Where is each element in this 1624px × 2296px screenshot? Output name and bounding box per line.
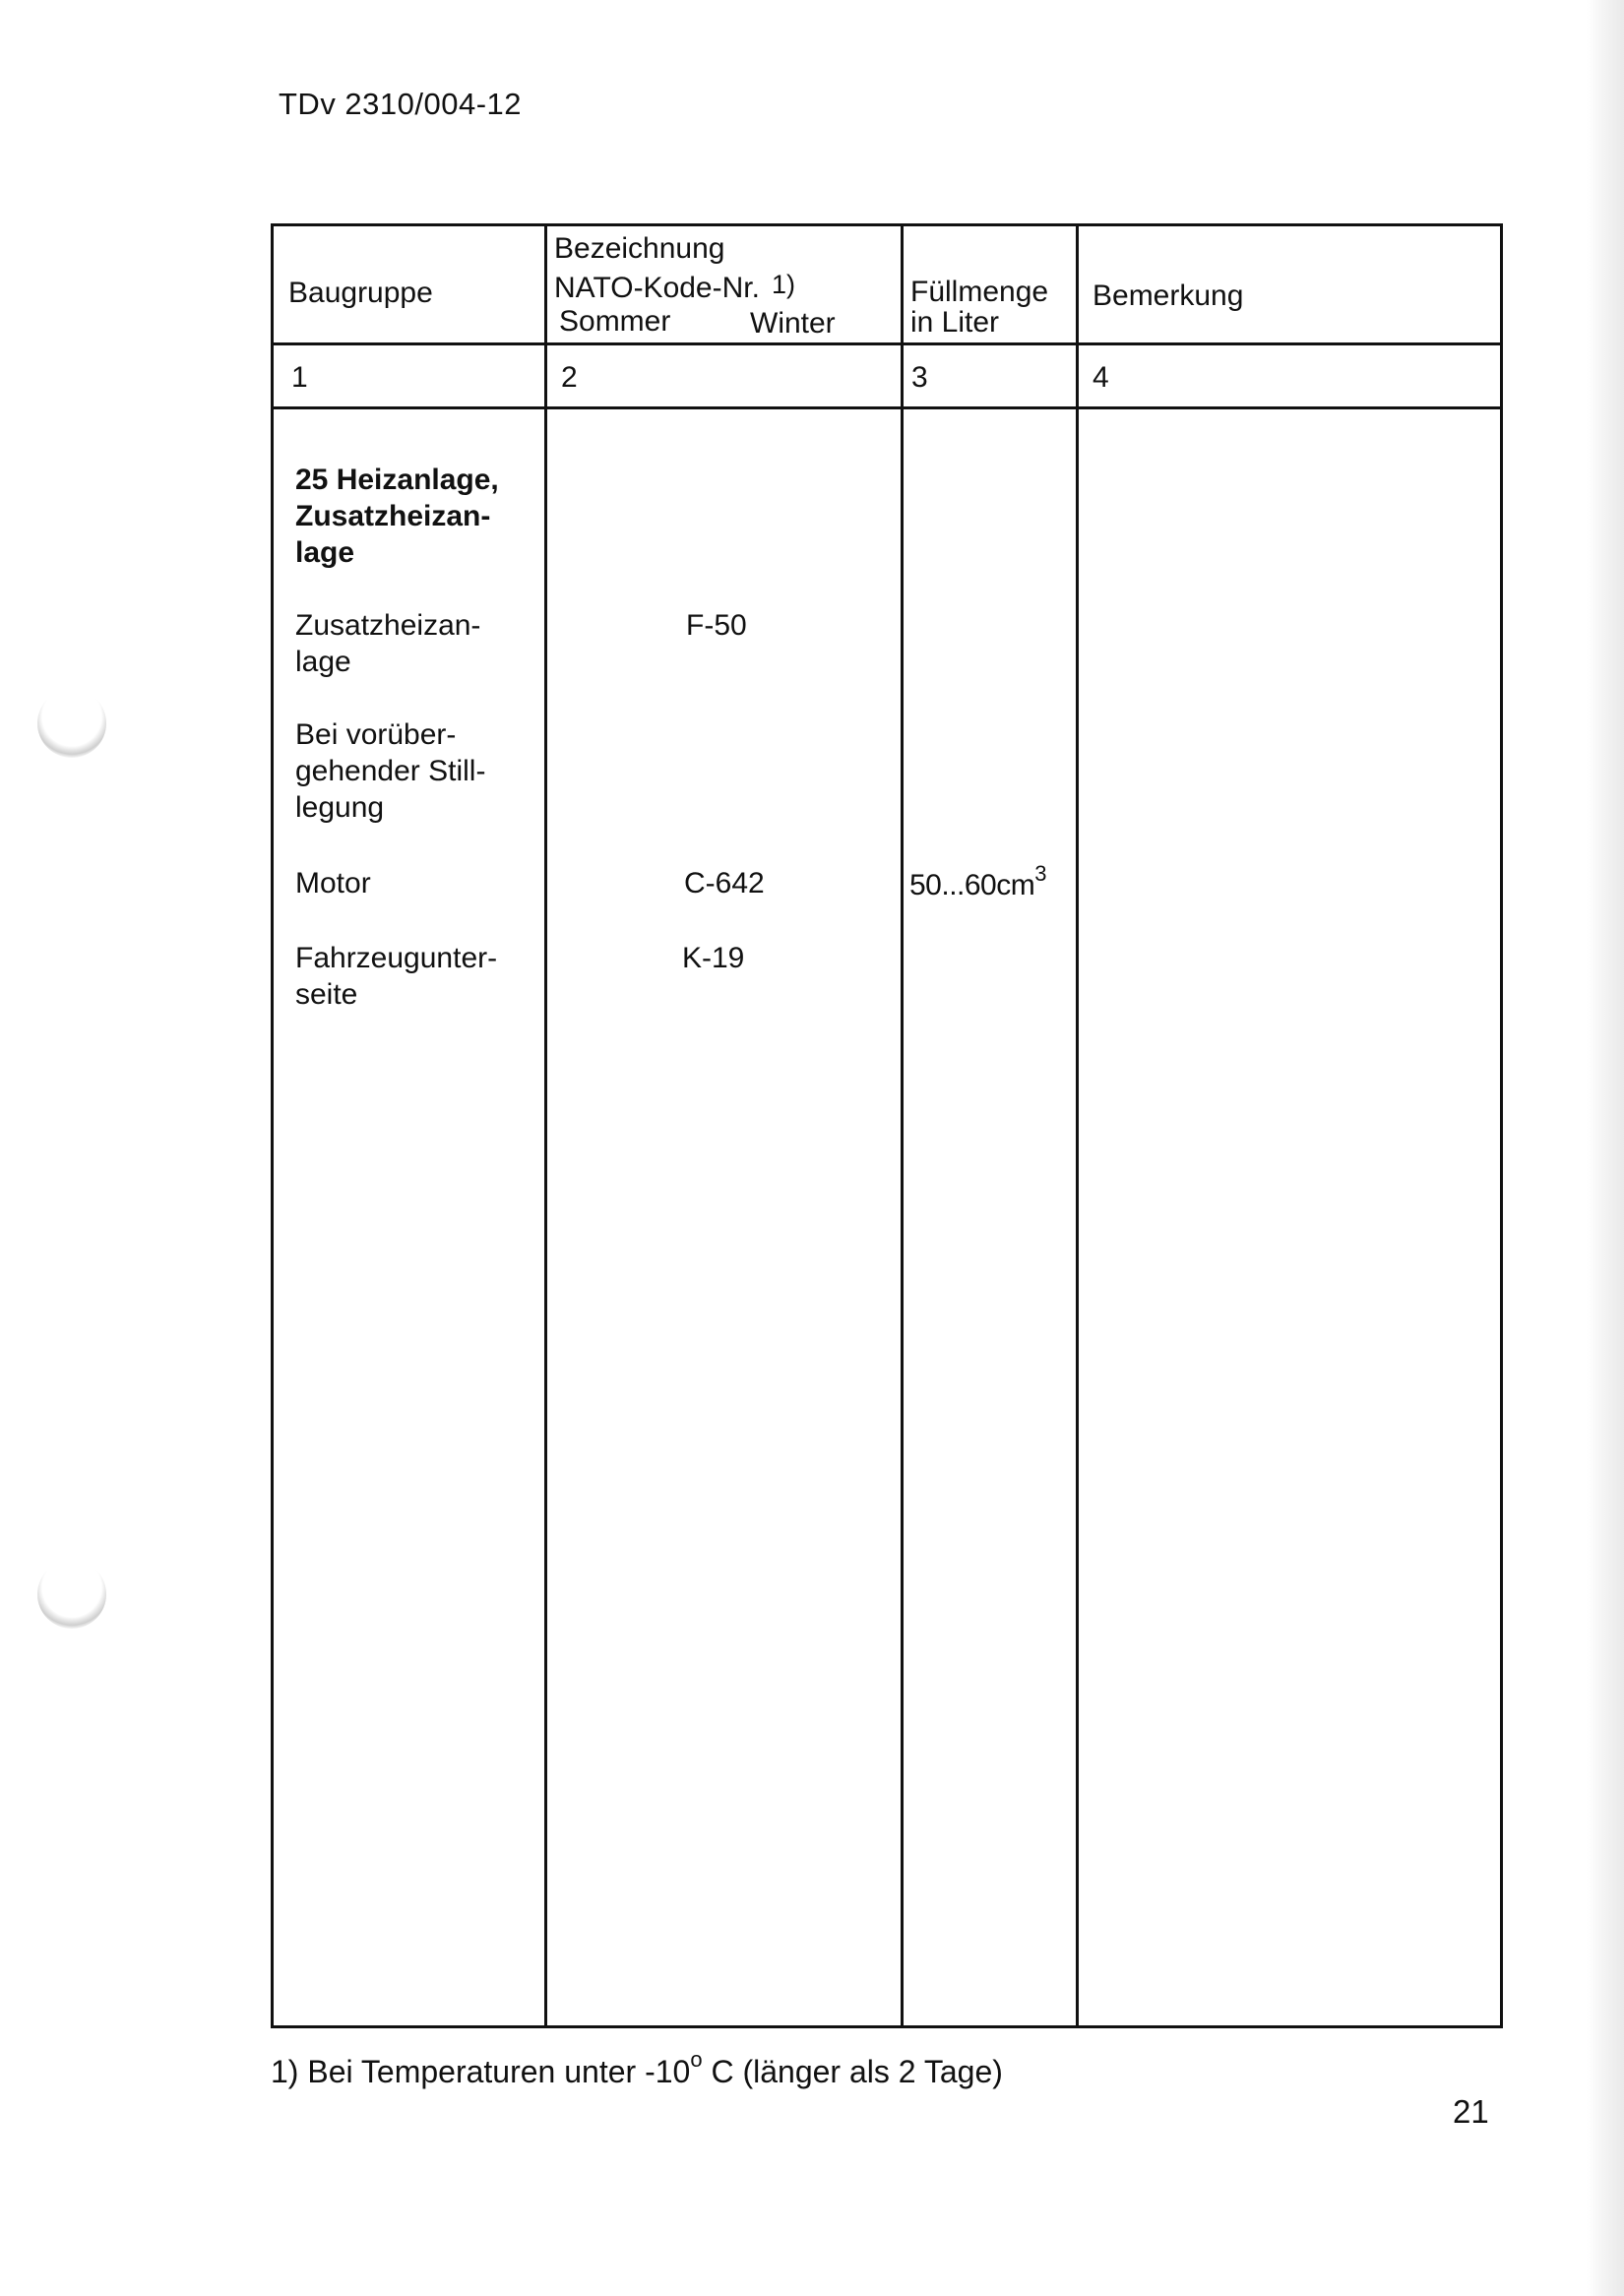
header-bemerkung: Bemerkung (1093, 279, 1244, 312)
row-zusatzheizanlage-line-1: Zusatzheizan- (295, 609, 481, 642)
row-fahrzeugunterseite (295, 940, 497, 1013)
row-stilllegung-line-3: legung (295, 791, 385, 824)
column-number-divider (271, 406, 1503, 409)
row-zusatzheizanlage (295, 607, 480, 680)
column-divider-3 (1076, 223, 1079, 2028)
footnote (271, 2047, 1003, 2090)
page-number: 21 (1453, 2093, 1489, 2130)
footnote-degree: o (690, 2047, 703, 2072)
section-title-line-2: Zusatzheizan- (295, 500, 491, 532)
row-motor-code: C-642 (684, 867, 765, 900)
row-zusatzheizanlage-code: F-50 (686, 609, 747, 642)
document-id: TDv 2310/004-12 (279, 87, 523, 121)
punch-hole-bottom (37, 1560, 106, 1629)
header-footnote-ref: 1) (771, 270, 795, 299)
row-stilllegung (295, 716, 485, 826)
section-title-line-3: lage (295, 536, 355, 569)
row-zusatzheizanlage-line-2: lage (295, 646, 351, 678)
row-motor-menge (909, 861, 1046, 905)
punch-hole-top (37, 689, 106, 758)
header-nato-kode-text: NATO-Kode-Nr. (554, 272, 760, 304)
header-sommer: Sommer (559, 305, 671, 338)
footnote-text: 1) Bei Temperaturen unter -10 (271, 2054, 691, 2089)
header-fuellmenge: Füllmenge (910, 276, 1049, 308)
page-edge-shadow (1587, 0, 1624, 2296)
header-bezeichnung: Bezeichnung (554, 232, 725, 265)
row-fahrzeugunterseite-line-2: seite (295, 978, 358, 1011)
section-title-line-1: 25 Heizanlage, (295, 464, 499, 496)
row-motor: Motor (295, 867, 371, 900)
column-divider-1 (544, 223, 547, 2028)
column-number-1: 1 (291, 361, 308, 394)
row-stilllegung-line-2: gehender Still- (295, 755, 486, 787)
header-in-liter: in Liter (910, 306, 1000, 339)
row-fahrzeugunterseite-code: K-19 (682, 942, 745, 974)
section-title (295, 462, 499, 571)
header-winter: Winter (750, 307, 836, 340)
header-baugruppe: Baugruppe (288, 277, 433, 309)
column-number-2: 2 (561, 361, 578, 394)
row-motor-menge-value: 50...60cm (909, 869, 1035, 901)
header-divider (271, 342, 1503, 345)
header-nato-kode (554, 270, 795, 304)
row-stilllegung-line-1: Bei vorüber- (295, 718, 457, 751)
column-divider-2 (901, 223, 904, 2028)
column-number-4: 4 (1093, 361, 1109, 394)
column-number-3: 3 (911, 361, 928, 394)
row-fahrzeugunterseite-line-1: Fahrzeugunter- (295, 942, 498, 974)
row-motor-menge-unit-exponent: 3 (1034, 861, 1046, 886)
footnote-text-end: C (länger als 2 Tage) (702, 2054, 1003, 2089)
